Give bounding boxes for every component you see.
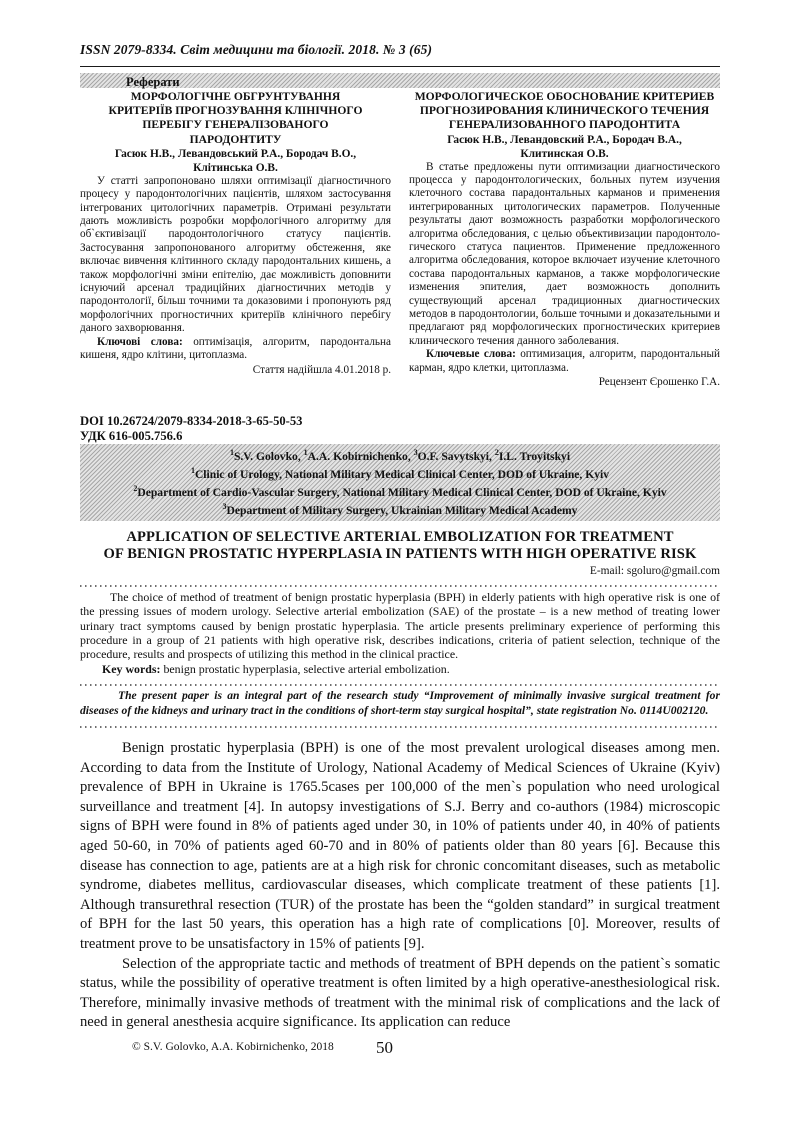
article-keywords xyxy=(80,662,720,676)
divider-dotted-top xyxy=(80,584,720,588)
article-title xyxy=(80,529,720,564)
article-authors: $^1$S.V. Golovko, $^1$A.A. Kobirnichenko, $^3$O.F. Savytskyi, $^2$I.L. Troyitskyi xyxy=(229,447,571,463)
article-authors-band xyxy=(80,444,720,521)
abstract-title-ru-line2: ПРОГНОЗИРОВАНИЯ КЛИНИЧЕСКОГО ТЕЧЕНИЯ xyxy=(419,104,710,118)
abstract-keywords-label-uk: Ключові слова: xyxy=(97,335,183,348)
section-band-label: Реферати xyxy=(126,75,180,89)
page-footer xyxy=(80,1038,720,1060)
abstract-title-uk-line3: ПЕРЕБІГУ ГЕНЕРАЛІЗОВАНОГО xyxy=(142,118,329,132)
article-title-line2: OF BENIGN PROSTATIC HYPERPLASIA IN PATIENTS WITH HIGH OPERATIVE RISK xyxy=(103,546,697,563)
udk-line: УДК 616-005.756.6 xyxy=(80,428,183,443)
article-affiliations: $^1$Clinic of Urology, National Military Medical Clinical Center, DOD of Ukraine, Kyiv $^2$Department of Cardio-Vascular Surgery, National Military Medical Clinical Center, DOD of Ukraine, Kyiv $^3$Department of Military Surgery, Ukrainian Military Medical Academy xyxy=(133,465,667,517)
article-body xyxy=(80,739,720,1033)
abstract-title-uk-line1: МОРФОЛОГІЧНЕ ОБГРУНТУВАННЯ xyxy=(130,90,341,103)
article-keywords-value: benign prostatic hyperplasia, selective arterial embolization. xyxy=(160,661,450,676)
abstract-body-uk: У статті запропоновано шляхи оптимізації діагностичного процесу у пародонтологічних пацієнтів, шляхом застосування інтегрованих цитологічних параметрів. Отримані результати дають можливість розробки морфологічного алгоритму для об`єктивізації пародонтологічного статусу пацієнтів. Застосування запропонованого алгоритму обстеження, яке включає вивчення клітинного складу пародонтальних кишень, а також морфологічні зміни епітелію, дає можливість доповнити існуючий арсенал традиційних діагностичних методів у пародонтології, більш точними та доказовими і пропонують ряд морфологічних прогностичних критеріїв клінічного перебігу даного захворювання. xyxy=(80,174,391,335)
funding-note-text: The present paper is an integral part of the research study “Improvement of minimally invasive surgical treatment for diseases of the kidneys and urinary tract in the conditions of short-term stay surgical hospital”, state registration No. 0114U002120. xyxy=(80,689,720,717)
abstract-keywords-value-ru: оптимизация, алгоритм, пародонтальный карман, ядро клетки, цитоплазма. xyxy=(409,348,721,374)
abstract-title-uk xyxy=(80,90,391,147)
header-rule xyxy=(80,66,720,67)
abstract-title-uk-line4: ПАРОДОНТИТУ xyxy=(189,132,282,146)
corresponding-email: E-mail: sgoluro@gmail.com xyxy=(589,564,720,577)
article-title-line1: APPLICATION OF SELECTIVE ARTERIAL EMBOLIZATION FOR TREATMENT xyxy=(126,528,674,545)
abstract-authors-ru-line1: Гасюк Н.В., Левандовский Р.А., Бородач В.А., xyxy=(447,133,682,146)
abstract-authors-ru xyxy=(409,133,720,161)
abstract-column-russian xyxy=(409,90,720,390)
article-abstract-text: The choice of method of treatment of benign prostatic hyperplasia (BPH) in elderly patients with high operative risk is one of the pressing issues of modern urology. Selective arterial embolization (SAE) of the prostate – is a new method of treating lower urinary tract symptoms caused by benign prostatic hyperplasia. The article presents preliminary experience of performing this procedure in a group of 21 patients with high operative risk, describes indications, criteria of patient selection, technique of the procedure, results and prospects of utilizing this method in the clinical practice. xyxy=(80,589,720,662)
running-head: ISSN 2079-8334. Світ медицини та біології. 2018. № 3 (65) xyxy=(80,42,433,57)
doi-block xyxy=(80,414,720,444)
divider-dotted-middle xyxy=(80,683,720,687)
abstract-keywords-ru xyxy=(409,348,720,375)
abstract-authors-uk-line1: Гасюк Н.В., Левандовський Р.А., Бородач В.О., xyxy=(114,147,357,160)
divider-dotted-bottom xyxy=(80,725,720,729)
abstract-keywords-label-ru: Ключевые слова: xyxy=(426,348,516,361)
abstract-keywords-value-uk: оптимізація, алгоритм, пародонтальна кишеня, ядро клітини, цитоплазма. xyxy=(80,335,391,362)
abstract-column-ukrainian xyxy=(80,90,391,390)
abstract-authors-ru-line2: Клитинская О.В. xyxy=(520,147,609,160)
body-paragraph-1: Benign prostatic hyperplasia (BPH) is one of the most prevalent urological diseases among men. According to data from the Institute of Urology, National Academy of Medical Sciences of Ukraine (Kyiv) prevalence of BPH in Ukraine is 1765.5cases per 100,000 of the men`s population who need urological surveillance and treatment [4]. In autopsy investigations of S.J. Berry and co-authors (1984) microscopic signs of BPH were found in 8% of patients aged under 30, in 10% of patients under 40, in 40% of patients aged 50-60, in 70% of patients aged 60-70 and in 80% of patients older than 80 years [6]. Because this disease has connection to age, patients are at a high risk for chronic concomitant diseases, such as metabolic syndrome, diabetes mellitus, cardiovascular diseases, which complicate treatment of these patients [1]. Although transurethral resection (TUR) of the prostate has been the “golden standard” in surgical treatment of BPH for the last 50 years, this operation has a high rate of complications [0]. Moreover, results of treatment prove to be unsatisfactory in 15% of patients [9]. xyxy=(80,740,720,952)
abstract-authors-uk xyxy=(80,147,391,175)
abstracts-two-column xyxy=(80,90,720,390)
article-keywords-label: Key words: xyxy=(102,661,161,676)
abstract-keywords-uk xyxy=(80,336,391,363)
abstract-authors-uk-line2: Клітинська О.В. xyxy=(193,161,278,174)
abstract-title-ru-line3: ГЕНЕРАЛИЗОВАННОГО ПАРОДОНТИТА xyxy=(448,118,681,132)
page-number: 50 xyxy=(376,1038,393,1057)
body-paragraph-2: Selection of the appropriate tactic and methods of treatment of BPH depends on the patient`s somatic status, while the possibility of operative treatment is often limited by a high operative-anesthesiological risk. Therefore, minimally invasive methods of treatment with the minimal risk of complications and the lack of need in general anesthesia acquire significance. Its application can reduce xyxy=(80,955,720,1031)
section-band-referaty xyxy=(80,73,720,88)
abstract-body-ru: В статье предложены пути оптимизации диагностического процесса у пародонтологических, больных путем изучения клеточного состава парадонтальных карманов и применения интегрированных цитологических параметров. Полученные результаты дают возможность разработки морфологического алгоритма обследования, с целью объективизации пародонтоло-гического статуса пациентов. Применение предложенного алгоритма обследования, которое включает изучение клеточного состава пародонтальных карманов, а также морфологические изменения эпителия, дает возможность дополнить существующий арсенал традиционных диагностических методов в пародонтологии, больше точными и доказательными и предлагают ряд морфологических прогностических критериев клинического течения данного заболевания. xyxy=(409,160,720,347)
abstract-reviewer-ru: Рецензент Єрошенко Г.А. xyxy=(598,376,720,389)
abstract-title-uk-line2: КРИТЕРІЇВ ПРОГНОЗУВАННЯ КЛІНІЧНОГО xyxy=(108,104,363,118)
abstract-title-ru-line1: МОРФОЛОГИЧЕСКОЕ ОБОСНОВАНИЕ КРИТЕРИЕВ xyxy=(414,90,715,103)
copyright-notice: © S.V. Golovko, A.A. Kobirnichenko, 2018 xyxy=(132,1041,334,1053)
abstract-received-date-uk: Стаття надійшла 4.01.2018 р. xyxy=(252,363,391,376)
funding-note xyxy=(80,689,720,718)
article-abstract xyxy=(80,590,720,676)
doi-line: DOI 10.26724/2079-8334-2018-3-65-50-53 xyxy=(80,413,303,428)
abstract-title-ru xyxy=(409,90,720,133)
